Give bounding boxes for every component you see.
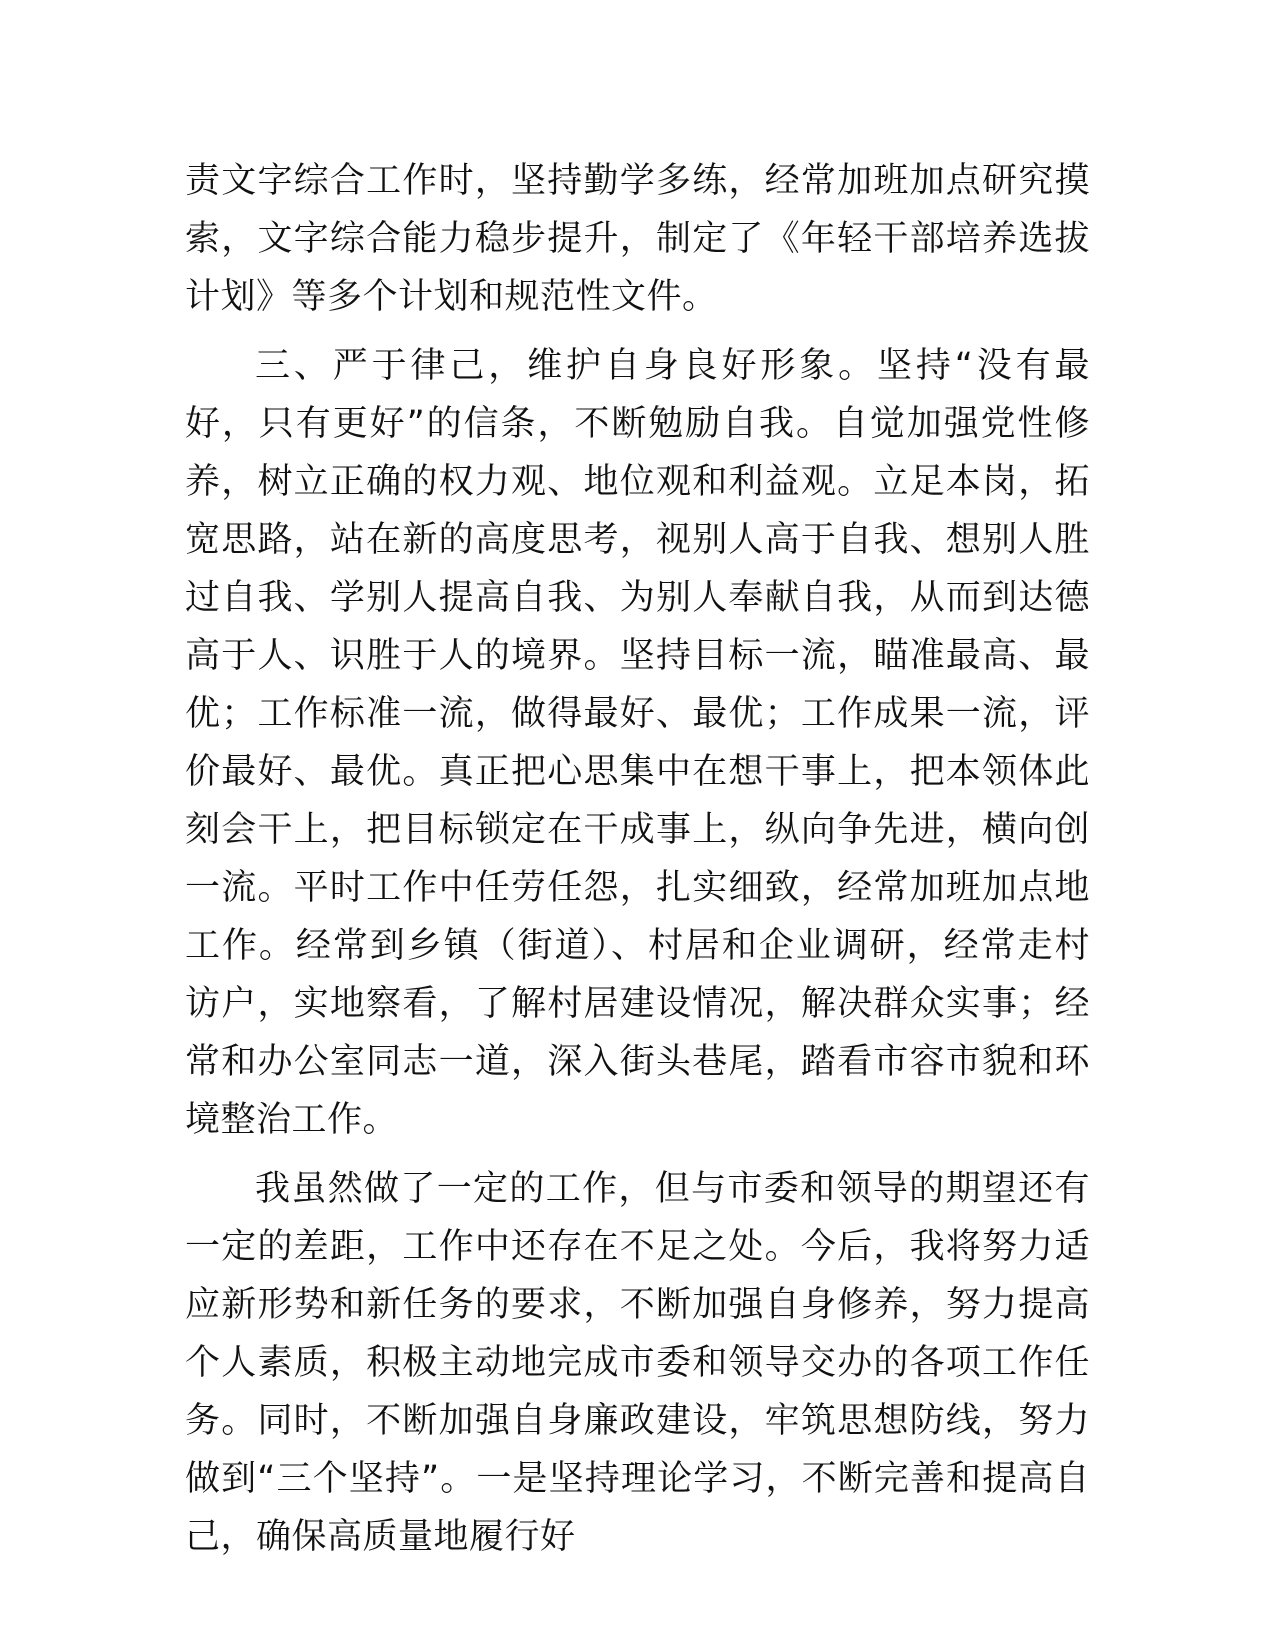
paragraph-continuation: 责文字综合工作时，坚持勤学多练，经常加班加点研究摸索，文字综合能力稳步提升，制定了《年轻干部培养选拔计划》等多个计划和规范性文件。 xyxy=(185,161,1090,317)
paragraph-shortcomings: 我虽然做了一定的工作，但与市委和领导的期望还有一定的差距，工作中还存在不足之处。今后，我将努力适应新形势和新任务的要求，不断加强自身修养，努力提高个人素质，积极主动地完成市委和领导交办的各项工作任务。同时，不断加强自身廉政建设，牢筑思想防线，努力做到“三个坚持”。一是坚持理论学习，不断完善和提高自己，确保高质量地履行好 xyxy=(185,1169,1090,1557)
paragraph-self-discipline: 三、严于律己，维护自身良好形象。坚持“没有最好，只有更好”的信条，不断勉励自我。自觉加强党性修养，树立正确的权力观、地位观和利益观。立足本岗，拓宽思路，站在新的高度思考，视别人高于自我、想别人胜过自我、学别人提高自我、为别人奉献自我，从而到达德高于人、识胜于人的境界。坚持目标一流，瞄准最高、最优；工作标准一流，做得最好、最优；工作成果一流，评价最好、最优。真正把心思集中在想干事上，把本领体此刻会干上，把目标锁定在干成事上，纵向争先进，横向创一流。平时工作中任劳任怨，扎实细致，经常加班加点地工作。经常到乡镇（街道）、村居和企业调研，经常走村访户，实地察看，了解村居建设情况，解决群众实事；经常和办公室同志一道，深入街头巷尾，踏看市容市貌和环境整治工作。 xyxy=(185,346,1090,1140)
document-body xyxy=(185,152,1090,1577)
